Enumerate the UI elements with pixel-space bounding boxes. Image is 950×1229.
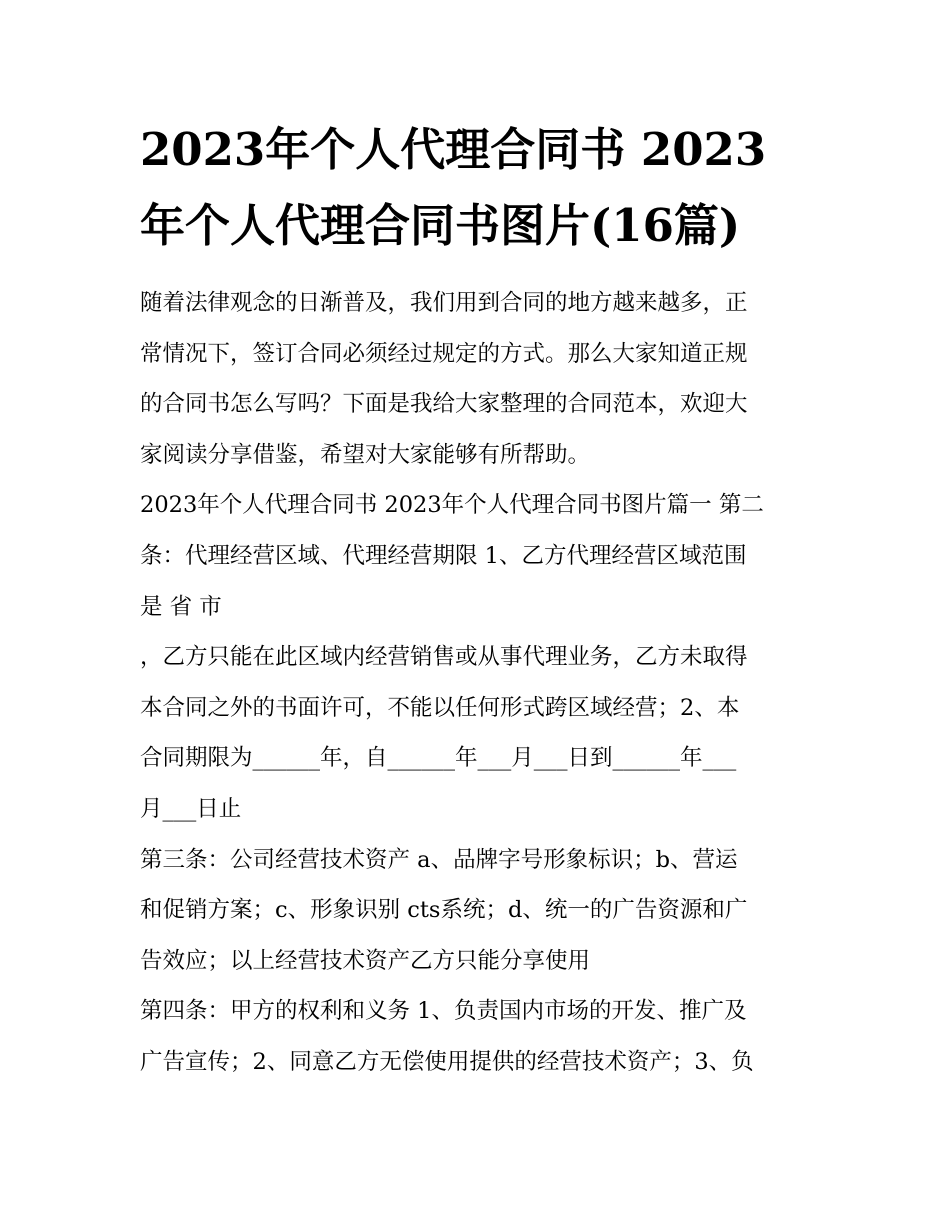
text-line: 和促销方案；c、形象识别 cts系统；d、统一的广告资源和广 <box>140 897 748 924</box>
text-line: 合同期限为______年，自______年___月___日到______年___ <box>140 745 737 772</box>
paragraph-article-2-cont <box>140 632 820 834</box>
text-line: ，乙方只能在此区域内经营销售或从事代理业务，乙方未取得 <box>140 644 748 671</box>
text-line: 家阅读分享借鉴，希望对大家能够有所帮助。 <box>140 441 591 468</box>
text-line: 第四条：甲方的权利和义务 1、负责国内市场的开发、推广及 <box>140 998 747 1025</box>
document-title <box>140 112 820 264</box>
text-line: 随着法律观念的日渐普及，我们用到合同的地方越来越多，正 <box>140 290 748 316</box>
text-line: 广告宣传；2、同意乙方无偿使用提供的经营技术资产；3、负 <box>140 1048 754 1075</box>
text-line: 的合同书怎么写吗？下面是我给大家整理的合同范本，欢迎大 <box>140 391 748 418</box>
text-line: 月___日止 <box>140 795 242 822</box>
title-line: 年个人代理合同书图片(16篇) <box>140 199 741 252</box>
text-line: 第三条：公司经营技术资产 a、品牌字号形象标识；b、营运 <box>140 846 738 873</box>
paragraph-intro <box>140 278 820 480</box>
paragraph-article-2 <box>140 480 820 632</box>
document-body <box>140 278 820 1088</box>
paragraph-article-3 <box>140 835 820 987</box>
text-line: 本合同之外的书面许可，不能以任何形式跨区域经营；2、本 <box>140 694 740 721</box>
title-line: 2023年个人代理合同书 2023 <box>140 123 767 176</box>
text-line: 2023年个人代理合同书 2023年个人代理合同书图片篇一 第二 <box>140 492 764 519</box>
paragraph-article-4 <box>140 986 820 1087</box>
text-line: 是 省 市 <box>140 593 222 620</box>
text-line: 常情况下，签订合同必须经过规定的方式。那么大家知道正规 <box>140 340 748 367</box>
text-line: 条：代理经营区域、代理经营期限 1、乙方代理经营区域范围 <box>140 542 747 569</box>
text-line: 告效应；以上经营技术资产乙方只能分享使用 <box>140 947 591 974</box>
